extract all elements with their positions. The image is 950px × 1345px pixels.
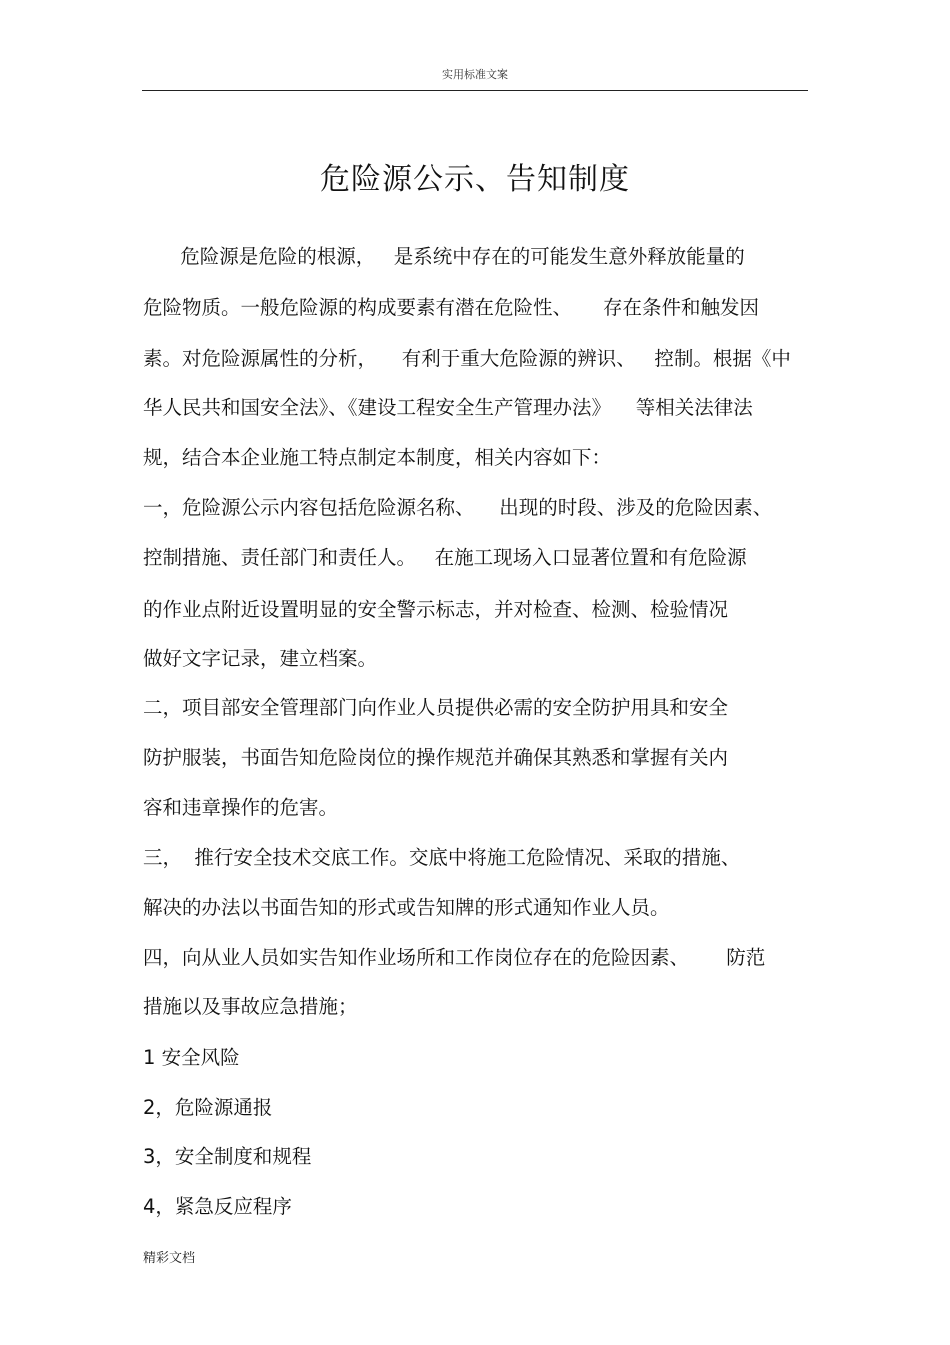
body-line: 的作业点附近设置明显的安全警示标志，并对检查、检测、检验情况 (143, 598, 729, 621)
body-line: 危险物质。一般危险源的构成要素有潜在危险性、 存在条件和触发因 (143, 296, 759, 319)
body-line: 规，结合本企业施工特点制定本制度，相关内容如下： (143, 446, 612, 469)
body-line: 四，向从业人员如实告知作业场所和工作岗位存在的危险因素、 防范 (143, 946, 766, 969)
page-header: 实用标准文案 (442, 68, 508, 81)
list-item: 2，危险源通报 (143, 1096, 273, 1119)
body-line: 三， 推行安全技术交底工作。交底中将施工危险情况、采取的措施、 (143, 846, 741, 869)
body-line: 素。对危险源属性的分析， 有利于重大危险源的辨识、 控制。根据《中 (143, 347, 791, 370)
page-footer: 精彩文档 (143, 1251, 196, 1266)
body-line: 容和违章操作的危害。 (143, 796, 339, 819)
body-line: 措施以及事故应急措施； (143, 995, 358, 1018)
body-line: 解决的办法以书面告知的形式或告知牌的形式通知作业人员。 (143, 896, 670, 919)
body-line: 防护服装，书面告知危险岗位的操作规范并确保其熟悉和掌握有关内 (143, 746, 729, 769)
body-line: 危险源是危险的根源， 是系统中存在的可能发生意外释放能量的 (143, 245, 745, 268)
list-item: 3，安全制度和规程 (143, 1145, 312, 1168)
body-line: 一，危险源公示内容包括危险源名称、 出现的时段、涉及的危险因素、 (143, 496, 773, 519)
list-item: 1 安全风险 (143, 1046, 240, 1069)
body-line: 做好文字记录，建立档案。 (143, 647, 378, 670)
document-title: 危险源公示、告知制度 (320, 162, 630, 197)
list-item: 4，紧急反应程序 (143, 1195, 292, 1218)
body-line: 控制措施、责任部门和责任人。 在施工现场入口显著位置和有危险源 (143, 546, 747, 569)
body-line: 二，项目部安全管理部门向作业人员提供必需的安全防护用具和安全 (143, 696, 729, 719)
header-divider (142, 90, 808, 91)
body-line: 华人民共和国安全法》、《建设工程安全生产管理办法》 等相关法律法 (143, 396, 753, 419)
